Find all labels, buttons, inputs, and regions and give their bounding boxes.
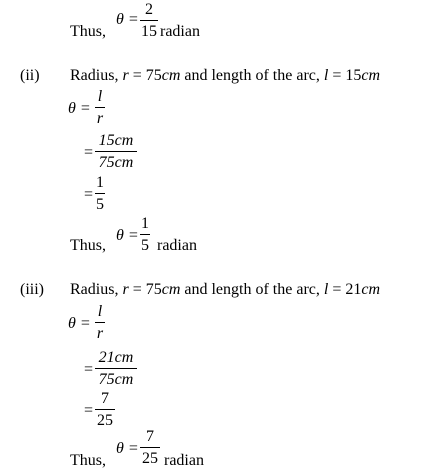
step2-denominator: 5 <box>96 196 104 213</box>
mid-text: and length of the arc, <box>180 67 324 84</box>
formula-numerator: l <box>97 303 103 320</box>
radian-label-iii: radian <box>164 452 204 469</box>
unit-cm: cm <box>361 281 381 298</box>
unit-cm: cm <box>361 67 381 84</box>
result-fraction-iii <box>140 429 160 467</box>
part-label-iii: (iii) <box>20 281 44 298</box>
radius-text: Radius, <box>70 67 123 84</box>
eq-step1-ii: = <box>84 144 94 161</box>
r-value: = 75 <box>128 281 162 298</box>
thus-label-i: Thus, <box>70 23 106 40</box>
theta-eq-ii-result: θ = <box>116 227 139 244</box>
theta-eq-iii-result: θ = <box>116 440 139 457</box>
problem-statement-ii <box>70 68 380 84</box>
result-denominator: 5 <box>141 237 149 254</box>
result-fraction-i <box>140 2 158 40</box>
theta-eq-iii: θ = <box>68 315 91 332</box>
theta-eq-ii: θ = <box>68 100 91 117</box>
step1-denominator: 75cm <box>98 371 134 388</box>
radius-text: Radius, <box>70 281 123 298</box>
l-value: = 21 <box>328 281 362 298</box>
formula-fraction-iii <box>95 304 105 342</box>
theta-eq-i: θ = <box>116 11 139 28</box>
radian-label-ii: radian <box>157 237 197 254</box>
unit-cm: cm <box>161 281 181 298</box>
step2-fraction-ii <box>95 175 105 213</box>
eq-step1-iii: = <box>84 361 94 378</box>
l-symbol: l <box>323 281 329 298</box>
step2-numerator: 1 <box>96 174 104 191</box>
problem-statement-iii <box>70 282 380 298</box>
mid-text: and length of the arc, <box>180 281 324 298</box>
step1-numerator: 15cm <box>98 132 134 149</box>
result-fraction-ii <box>140 216 150 254</box>
thus-label-ii: Thus, <box>70 237 106 254</box>
step2-denominator: 25 <box>97 412 113 429</box>
step2-numerator: 7 <box>101 390 109 407</box>
step1-fraction-iii <box>95 350 137 388</box>
result-numerator: 7 <box>146 428 154 445</box>
step1-fraction-ii <box>95 133 137 171</box>
formula-fraction-ii <box>95 89 105 127</box>
result-numerator: 1 <box>141 215 149 232</box>
step1-denominator: 75cm <box>98 154 134 171</box>
l-value: = 15 <box>328 67 362 84</box>
radian-label-i: radian <box>160 23 200 40</box>
r-symbol: r <box>122 67 129 84</box>
thus-label-iii: Thus, <box>70 452 106 469</box>
result-numerator: 2 <box>145 1 153 18</box>
formula-numerator: l <box>97 88 103 105</box>
eq-step2-ii: = <box>84 186 94 203</box>
result-denominator: 15 <box>141 23 157 40</box>
part-label-ii: (ii) <box>20 67 40 84</box>
result-denominator: 25 <box>142 450 158 467</box>
eq-step2-iii: = <box>84 402 94 419</box>
r-symbol: r <box>122 281 129 298</box>
step2-fraction-iii <box>95 391 115 429</box>
formula-denominator: r <box>96 110 104 127</box>
formula-denominator: r <box>96 325 104 342</box>
step1-numerator: 21cm <box>98 349 134 366</box>
l-symbol: l <box>323 67 329 84</box>
unit-cm: cm <box>161 67 181 84</box>
r-value: = 75 <box>128 67 162 84</box>
